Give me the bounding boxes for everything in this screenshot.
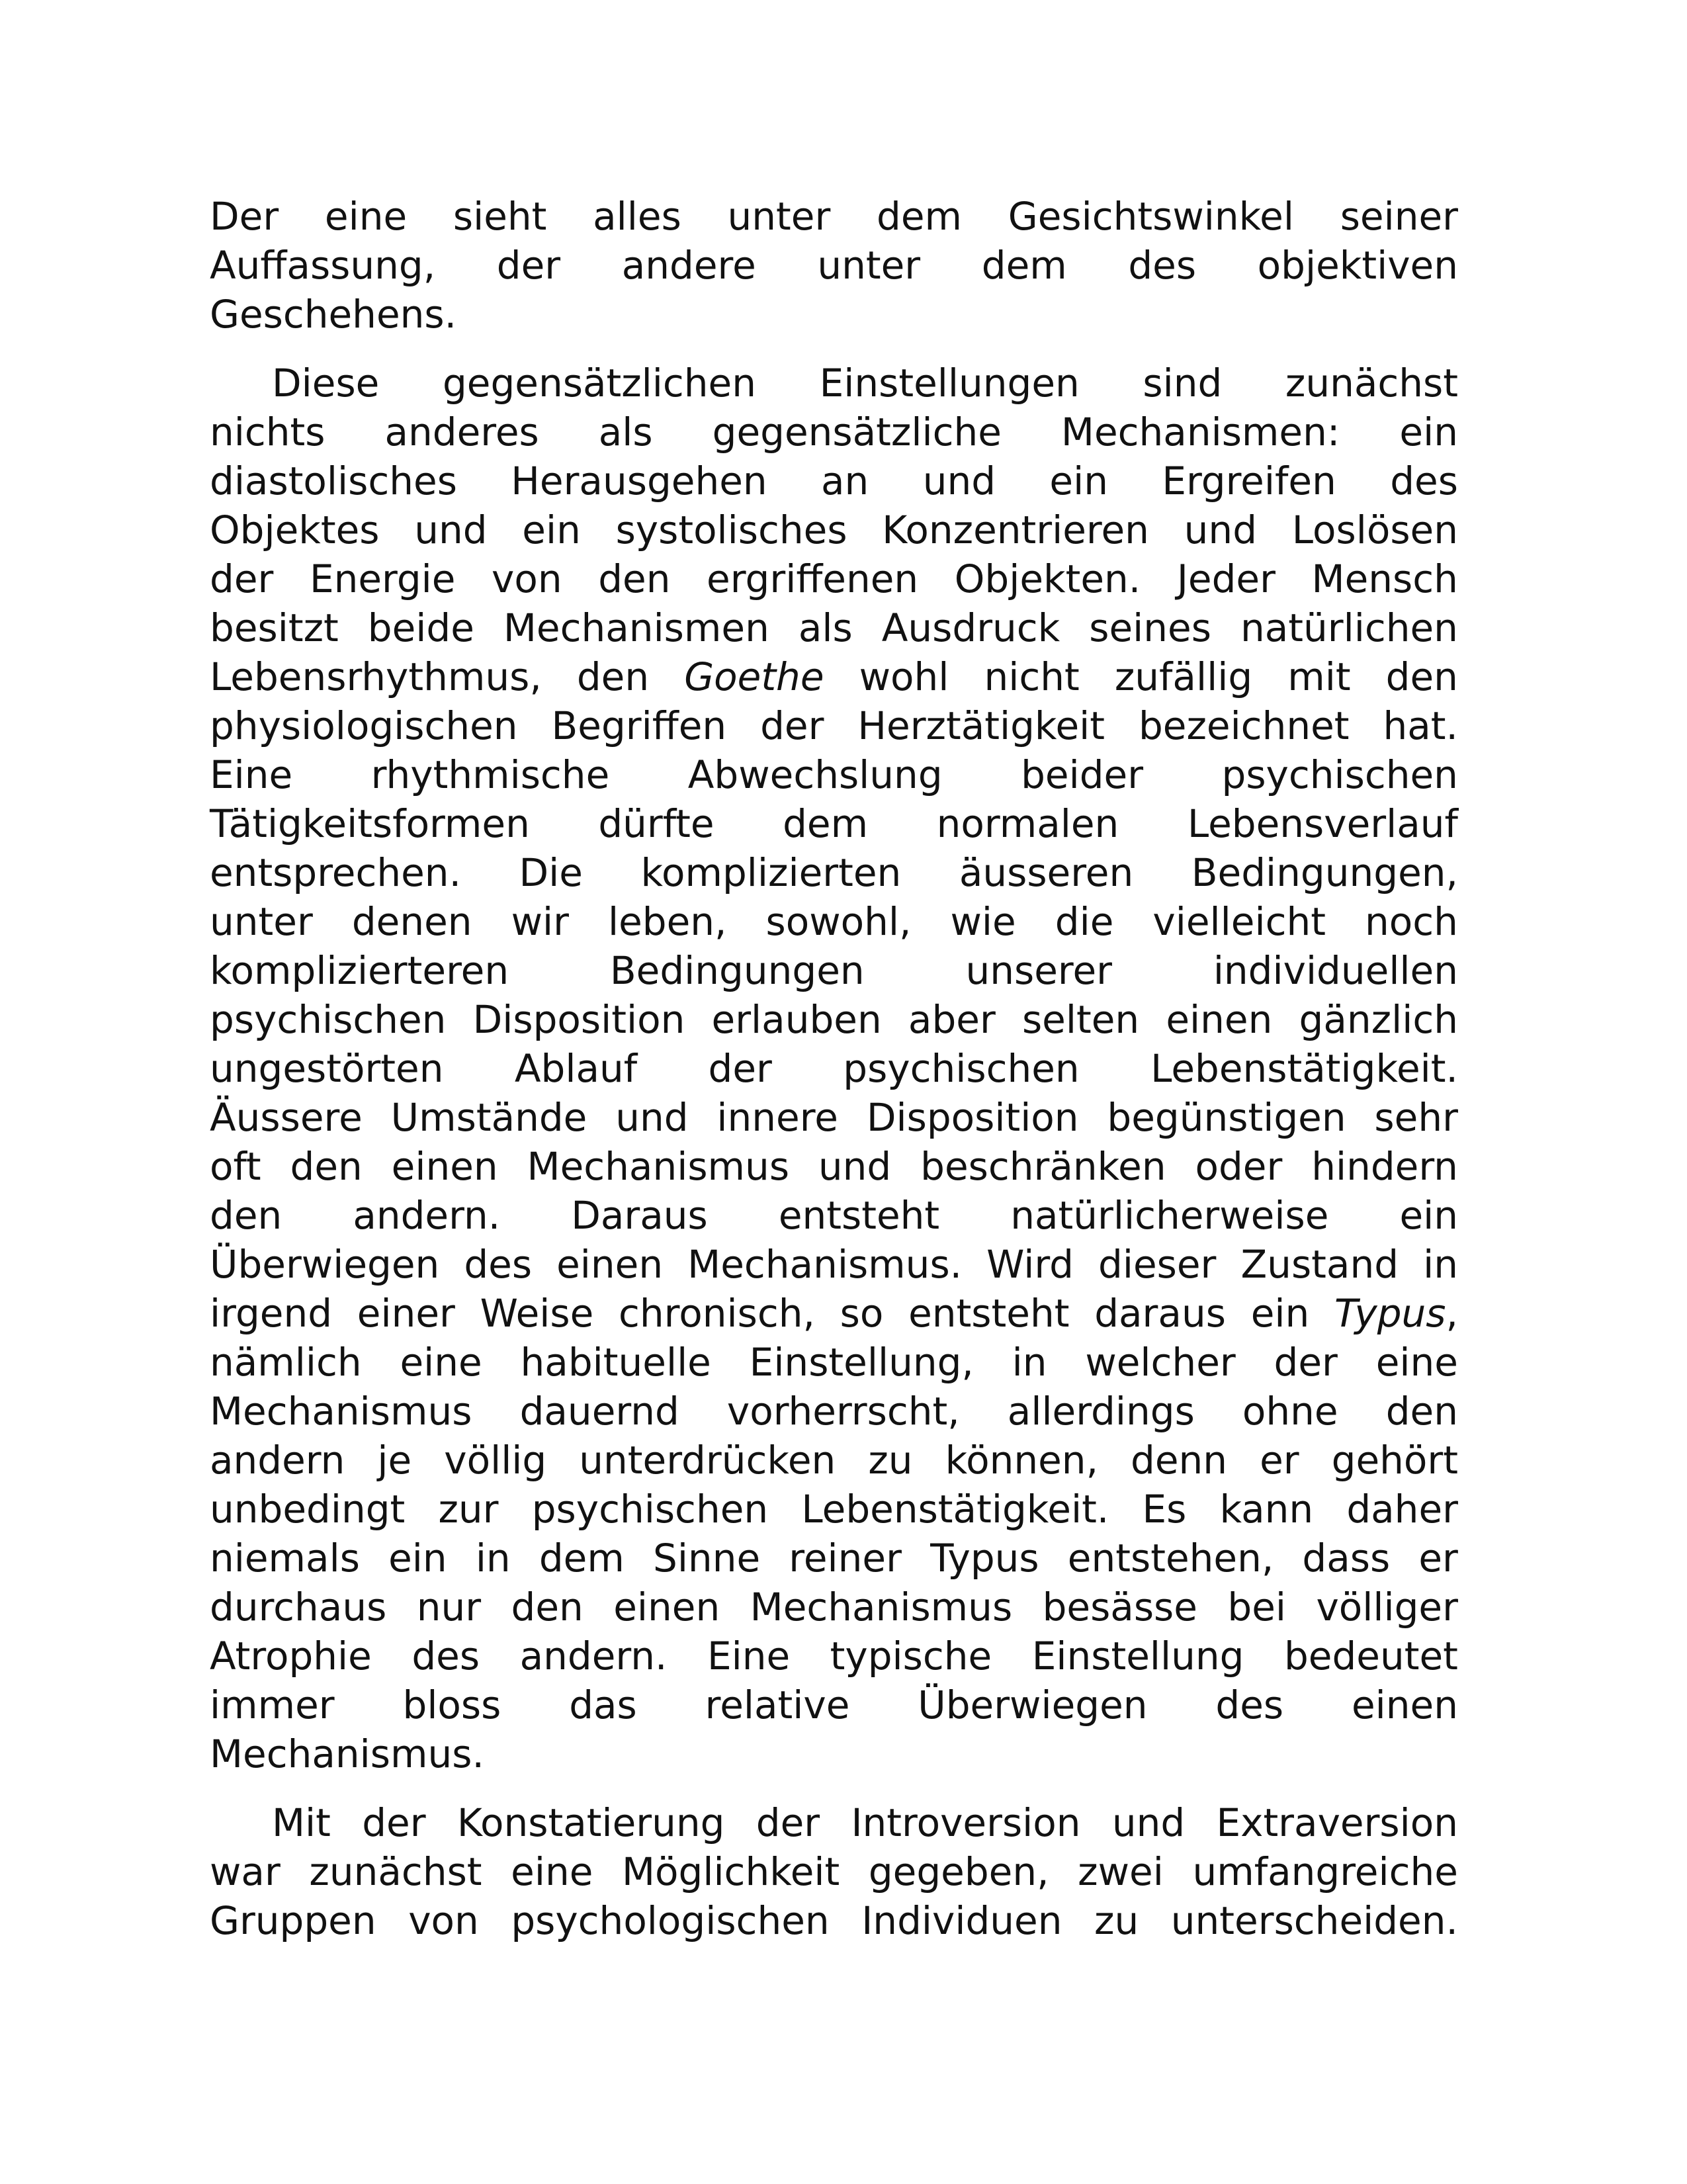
word: ein <box>388 1536 447 1581</box>
word: zufällig <box>1114 654 1253 699</box>
word: sowohl, <box>765 899 912 944</box>
word: dauernd <box>519 1389 679 1434</box>
word: reiner <box>789 1536 902 1581</box>
word: oft <box>210 1144 261 1189</box>
word: und <box>1111 1800 1186 1845</box>
word: nämlich <box>210 1340 362 1385</box>
word: beider <box>1021 752 1144 797</box>
word: so <box>840 1291 884 1336</box>
word: das <box>569 1682 637 1727</box>
word: Loslösen <box>1291 507 1458 552</box>
word: denen <box>351 899 472 944</box>
word: nur <box>416 1585 482 1630</box>
word: Mechanismus. <box>210 1731 484 1776</box>
word: hat. <box>1383 703 1458 748</box>
word: der <box>760 703 824 748</box>
word: zunächst <box>1285 361 1458 406</box>
text-line <box>210 1896 1458 1945</box>
paragraph <box>210 1798 1458 1945</box>
word: unter <box>210 899 313 944</box>
word: bedeutet <box>1283 1634 1458 1679</box>
word: und <box>922 459 996 503</box>
word: sehr <box>1374 1095 1458 1140</box>
word: Überwiegen <box>918 1682 1148 1727</box>
word: ein <box>1399 410 1458 455</box>
text-line <box>210 505 1458 554</box>
word: gegeben, <box>868 1849 1049 1894</box>
word: dieser <box>1098 1242 1217 1287</box>
word: des <box>1215 1682 1284 1727</box>
word: Energie <box>309 556 456 601</box>
word: der <box>1274 1340 1338 1385</box>
word: kann <box>1219 1487 1314 1532</box>
word: von <box>408 1898 479 1943</box>
word: andern <box>210 1438 345 1483</box>
word: einer <box>357 1291 455 1336</box>
word: Eine <box>707 1634 791 1679</box>
word: unter <box>817 243 921 288</box>
word: dem <box>783 801 869 846</box>
word: Extraversion <box>1216 1800 1458 1845</box>
word: zu <box>868 1438 913 1483</box>
word: Diese <box>272 361 380 406</box>
word: Einstellungen <box>819 361 1080 406</box>
word: dem <box>877 194 963 239</box>
word: unserer <box>965 948 1112 993</box>
word: Typus <box>930 1536 1039 1581</box>
word: Gruppen <box>210 1898 376 1943</box>
word: Mensch <box>1311 556 1458 601</box>
word: Konstatierung <box>456 1800 725 1845</box>
word: anderes <box>384 410 539 455</box>
word: können, <box>945 1438 1098 1483</box>
word: Lebensverlauf <box>1187 801 1458 846</box>
text-line <box>210 241 1458 290</box>
word: Der <box>210 194 279 239</box>
word: alles <box>593 194 681 239</box>
word: eine <box>1375 1340 1458 1385</box>
word: er <box>1260 1438 1299 1483</box>
word: sieht <box>453 194 547 239</box>
word: Mechanismus. <box>687 1242 963 1287</box>
word: einen <box>391 1144 498 1189</box>
word: dass <box>1302 1536 1391 1581</box>
word: psychischen <box>1221 752 1458 797</box>
word: oder <box>1195 1144 1283 1189</box>
word: Introversion <box>851 1800 1081 1845</box>
word: ohne <box>1242 1389 1338 1434</box>
word: Es <box>1142 1487 1187 1532</box>
word: Objekten. <box>954 556 1141 601</box>
word: andern. <box>519 1634 668 1679</box>
word: und <box>615 1095 689 1140</box>
text-line <box>210 554 1458 603</box>
word: welcher <box>1085 1340 1236 1385</box>
word: seiner <box>1340 194 1458 239</box>
word: objektiven <box>1257 243 1458 288</box>
word: Mit <box>272 1800 331 1845</box>
word: Herztätigkeit <box>857 703 1105 748</box>
word: Mechanismus <box>527 1144 790 1189</box>
word: des <box>411 1634 480 1679</box>
text-line <box>210 1436 1458 1485</box>
word: und <box>818 1144 892 1189</box>
word: und <box>1184 507 1258 552</box>
word: systolisches <box>615 507 847 552</box>
word: der <box>756 1800 820 1845</box>
word: Disposition <box>866 1095 1079 1140</box>
text-line <box>210 1044 1458 1093</box>
text-line <box>210 1534 1458 1583</box>
word: sind <box>1143 361 1223 406</box>
word: daher <box>1346 1487 1458 1532</box>
word: ein <box>522 507 581 552</box>
word: Disposition <box>472 997 685 1042</box>
word: Bedingungen <box>609 948 865 993</box>
word: des <box>464 1242 533 1287</box>
word: gegensätzliche <box>712 410 1002 455</box>
word: völlig <box>444 1438 547 1483</box>
word: in <box>1012 1340 1047 1385</box>
text-line <box>210 799 1458 848</box>
word: war <box>210 1849 281 1894</box>
word: diastolisches <box>210 459 457 503</box>
word: Die <box>519 850 583 895</box>
word: den <box>576 654 650 699</box>
word: den <box>1385 654 1458 699</box>
text-line <box>210 1191 1458 1240</box>
word: Weise <box>480 1291 594 1336</box>
word: typische <box>830 1634 992 1679</box>
word: beschränken <box>920 1144 1166 1189</box>
word: die <box>1055 899 1114 944</box>
word: komplizierten <box>640 850 902 895</box>
word: Ausdruck <box>881 605 1060 650</box>
word: irgend <box>210 1291 333 1336</box>
word: gänzlich <box>1299 997 1458 1042</box>
word: zu <box>1094 1898 1139 1943</box>
word: bloss <box>402 1682 501 1727</box>
text-line <box>210 192 1458 241</box>
text-line <box>210 1798 1458 1847</box>
word: Mechanismus <box>750 1585 1013 1630</box>
word: des <box>1128 243 1197 288</box>
word: in <box>1423 1242 1458 1287</box>
word: einen <box>556 1242 664 1287</box>
word: psychischen <box>210 997 447 1042</box>
word: Atrophie <box>210 1634 372 1679</box>
word: zunächst <box>309 1849 482 1894</box>
word: Auffassung, <box>210 243 436 288</box>
word: chronisch, <box>619 1291 815 1336</box>
text-line <box>210 1632 1458 1681</box>
word: natürlicherweise <box>1010 1193 1329 1238</box>
word: besässe <box>1042 1585 1197 1630</box>
word: Einstellung <box>1031 1634 1244 1679</box>
word: begünstigen <box>1107 1095 1346 1140</box>
word: Ergreifen <box>1162 459 1336 503</box>
word: selten <box>1021 997 1140 1042</box>
text-line <box>210 897 1458 946</box>
word: Eine <box>210 752 293 797</box>
word: bezeichnet <box>1138 703 1350 748</box>
word: den <box>511 1585 584 1630</box>
word: mit <box>1287 654 1351 699</box>
word: Zustand <box>1240 1242 1399 1287</box>
word: Umstände <box>390 1095 587 1140</box>
text-line <box>210 848 1458 897</box>
text-line <box>210 359 1458 408</box>
word: dem <box>539 1536 625 1581</box>
word: vorherrscht, <box>726 1389 960 1434</box>
word: er <box>1418 1536 1458 1581</box>
word: daraus <box>1094 1291 1226 1336</box>
word: Individuen <box>861 1898 1062 1943</box>
word: immer <box>210 1682 335 1727</box>
word: ein <box>1250 1291 1310 1336</box>
text-line <box>210 652 1458 701</box>
word: ungestörten <box>210 1046 444 1091</box>
word: als <box>798 605 853 650</box>
word: des <box>1390 459 1458 503</box>
word: Äussere <box>210 1095 363 1140</box>
word: Herausgehen <box>511 459 767 503</box>
text-line <box>210 1093 1458 1142</box>
word: Daraus <box>571 1193 708 1238</box>
word: seines <box>1089 605 1211 650</box>
word: der <box>708 1046 772 1091</box>
word: allerdings <box>1007 1389 1195 1434</box>
word: Geschehens. <box>210 292 457 337</box>
text-line <box>210 1338 1458 1387</box>
text-line <box>210 1681 1458 1729</box>
word: erlauben <box>711 997 882 1042</box>
word: dem <box>981 243 1067 288</box>
word: entsprechen. <box>210 850 462 895</box>
text-line <box>210 1485 1458 1534</box>
word: ein <box>1399 1193 1458 1238</box>
word: nichts <box>210 410 325 455</box>
word: durchaus <box>210 1585 387 1630</box>
word: individuellen <box>1213 948 1458 993</box>
word: eine <box>324 194 408 239</box>
text-line <box>210 1142 1458 1191</box>
word: Lebenstätigkeit. <box>801 1487 1109 1532</box>
word: Konzentrieren <box>882 507 1149 552</box>
word: eine <box>511 1849 593 1894</box>
word: relative <box>705 1682 850 1727</box>
word: Möglichkeit <box>621 1849 840 1894</box>
text-line <box>210 1729 1458 1778</box>
word: und <box>414 507 488 552</box>
word: hindern <box>1311 1144 1458 1189</box>
paragraph <box>210 192 1458 339</box>
word: beide <box>367 605 474 650</box>
word: Einstellung, <box>749 1340 974 1385</box>
word: Lebensrhythmus, <box>210 654 542 699</box>
word: in <box>475 1536 511 1581</box>
text-line <box>210 995 1458 1044</box>
word: zwei <box>1078 1849 1164 1894</box>
word: Sinne <box>653 1536 761 1581</box>
word: ein <box>1049 459 1108 503</box>
word <box>684 652 824 701</box>
word: Mechanismus <box>210 1389 472 1434</box>
word: noch <box>1365 899 1458 944</box>
word: zur <box>438 1487 499 1532</box>
word: leben, <box>608 899 727 944</box>
word: unterdrücken <box>579 1438 836 1483</box>
word: je <box>377 1438 412 1483</box>
word: niemals <box>210 1536 360 1581</box>
word: natürlichen <box>1240 605 1458 650</box>
word: unterscheiden. <box>1170 1898 1458 1943</box>
word: unbedingt <box>210 1487 406 1532</box>
word: als <box>598 410 653 455</box>
word: Wird <box>986 1242 1074 1287</box>
word: von <box>492 556 562 601</box>
word: wie <box>950 899 1016 944</box>
word: Abwechslung <box>687 752 943 797</box>
word: völliger <box>1316 1585 1458 1630</box>
word: Objektes <box>210 507 380 552</box>
word: Begriffen <box>551 703 727 748</box>
word: gegensätzlichen <box>442 361 756 406</box>
word: entstehen, <box>1067 1536 1274 1581</box>
word: innere <box>716 1095 838 1140</box>
text-line <box>210 1289 1458 1338</box>
word: Mechanismen <box>503 605 769 650</box>
word: entsteht <box>908 1291 1070 1336</box>
word: Überwiegen <box>210 1242 440 1287</box>
word: Gesichtswinkel <box>1008 194 1294 239</box>
text-line <box>210 457 1458 505</box>
word: andere <box>621 243 756 288</box>
word: den <box>598 556 671 601</box>
text-line <box>210 750 1458 799</box>
word: andern. <box>353 1193 501 1238</box>
word: den <box>210 1193 282 1238</box>
text-line <box>210 1240 1458 1289</box>
word: vielleicht <box>1152 899 1326 944</box>
word: normalen <box>936 801 1119 846</box>
word: wohl <box>859 654 949 699</box>
word: den <box>290 1144 363 1189</box>
word: physiologischen <box>210 703 518 748</box>
word: Lebenstätigkeit. <box>1150 1046 1458 1091</box>
word: der <box>362 1800 426 1845</box>
text-line <box>210 1583 1458 1632</box>
word: denn <box>1131 1438 1228 1483</box>
italic-word: Goethe <box>684 654 824 699</box>
word: Typus, <box>1334 1291 1458 1336</box>
text-line <box>210 290 1458 339</box>
word: äusseren <box>959 850 1134 895</box>
word: gehört <box>1331 1438 1458 1483</box>
word: der <box>496 243 561 288</box>
text-line <box>210 946 1458 995</box>
document-page <box>210 192 1458 1965</box>
word: ergriffenen <box>707 556 919 601</box>
paragraph <box>210 359 1458 1778</box>
word: habituelle <box>520 1340 711 1385</box>
text-line <box>210 1847 1458 1896</box>
word: den <box>1385 1389 1458 1434</box>
word: unter <box>727 194 831 239</box>
word: einen <box>1351 1682 1458 1727</box>
text-line <box>210 603 1458 652</box>
word: Ablauf <box>514 1046 638 1091</box>
word: dürfte <box>598 801 714 846</box>
word: einen <box>1166 997 1273 1042</box>
word: einen <box>613 1585 720 1630</box>
word: der <box>210 556 274 601</box>
word: entsteht <box>778 1193 940 1238</box>
word: Tätigkeitsformen <box>210 801 530 846</box>
word: eine <box>400 1340 482 1385</box>
word: psychologischen <box>511 1898 830 1943</box>
word: aber <box>908 997 996 1042</box>
word: psychischen <box>531 1487 769 1532</box>
word: psychischen <box>843 1046 1080 1091</box>
text-line <box>210 701 1458 750</box>
word: bei <box>1227 1585 1287 1630</box>
word: Jeder <box>1176 556 1276 601</box>
word: rhythmische <box>370 752 610 797</box>
word: umfangreiche <box>1192 1849 1458 1894</box>
word: besitzt <box>210 605 339 650</box>
word: Bedingungen, <box>1191 850 1458 895</box>
text-line <box>210 1387 1458 1436</box>
italic-word: Typus <box>1334 1291 1446 1336</box>
text-line <box>210 408 1458 457</box>
word: nicht <box>984 654 1080 699</box>
word: wir <box>511 899 569 944</box>
word: komplizierteren <box>210 948 509 993</box>
word: an <box>821 459 869 503</box>
word: Mechanismen: <box>1060 410 1340 455</box>
